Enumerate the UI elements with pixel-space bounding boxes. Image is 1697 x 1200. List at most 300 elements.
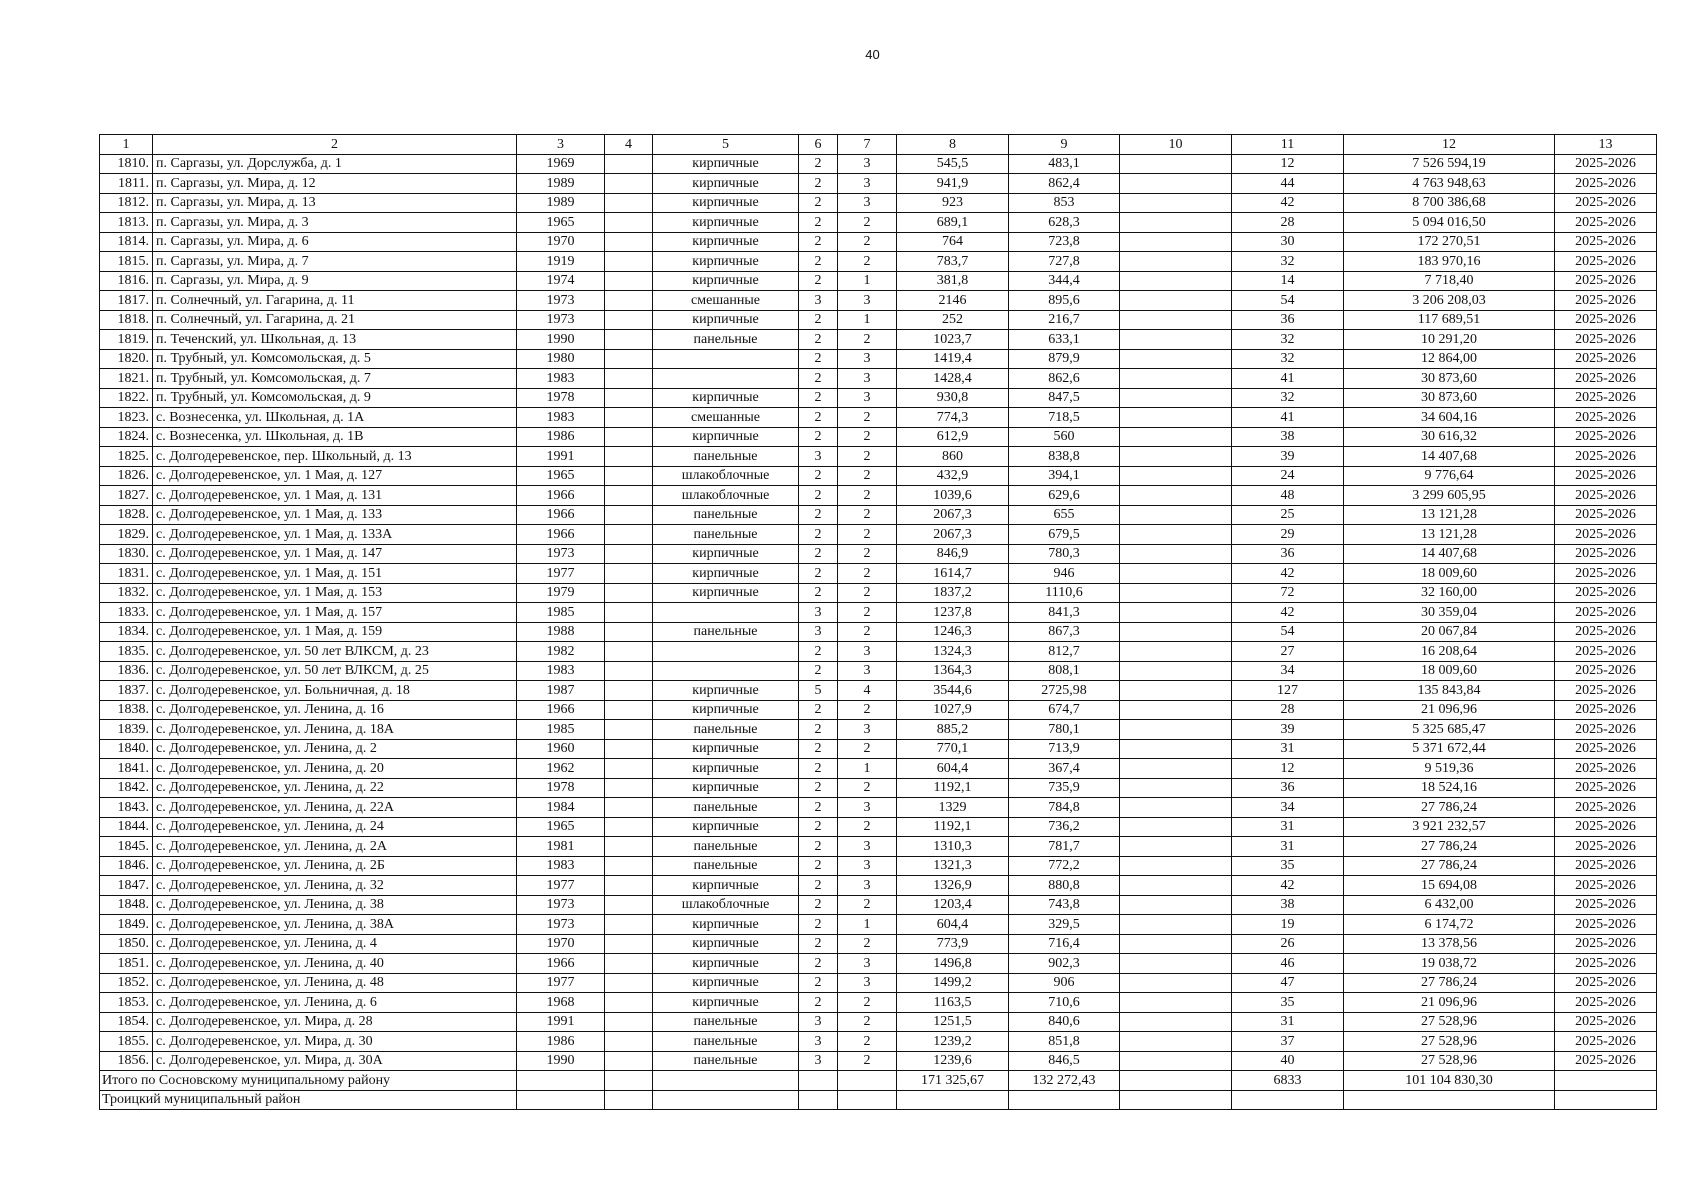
col-entrances-cell: 7	[838, 135, 897, 155]
col-period-cell: 2025-2026	[1555, 154, 1657, 174]
col-entrances-cell: 2	[838, 427, 897, 447]
col-floors-cell: 2	[799, 564, 838, 584]
col-residents-cell: 42	[1232, 603, 1344, 623]
col-period-cell: 2025-2026	[1555, 876, 1657, 896]
col-total-area-cell: 1837,2	[897, 583, 1009, 603]
col-year-cell: 1982	[517, 642, 605, 662]
col-address-cell: п. Солнечный, ул. Гагарина, д. 11	[153, 291, 517, 311]
col-number-cell: 1835.	[100, 642, 153, 662]
total-row	[100, 1071, 1657, 1091]
col-period-cell: 2025-2026	[1555, 895, 1657, 915]
col-cost-cell: 183 970,16	[1344, 252, 1555, 272]
col-floors-cell: 2	[799, 427, 838, 447]
col-period-cell: 2025-2026	[1555, 213, 1657, 233]
col-year-cell: 1985	[517, 603, 605, 623]
col-cost-cell: 5 325 685,47	[1344, 720, 1555, 740]
col-residents-cell: 32	[1232, 388, 1344, 408]
col-cost-cell: 9 776,64	[1344, 466, 1555, 486]
col-residents-cell: 48	[1232, 486, 1344, 506]
col-living-area-cell: 674,7	[1009, 700, 1120, 720]
col-number-cell: 1839.	[100, 720, 153, 740]
col-living-area-cell: 862,4	[1009, 174, 1120, 194]
col-number-cell: 1815.	[100, 252, 153, 272]
col-wall-material-cell: панельные	[653, 525, 799, 545]
col-total-area-cell: 764	[897, 232, 1009, 252]
col-address-cell: п. Трубный, ул. Комсомольская, д. 9	[153, 388, 517, 408]
col-year-cell: 1960	[517, 739, 605, 759]
table-row	[100, 427, 1657, 447]
col-wall-material-cell	[653, 603, 799, 623]
col-cost-cell: 10 291,20	[1344, 330, 1555, 350]
col-living-area-cell: 633,1	[1009, 330, 1120, 350]
col-residents-cell: 36	[1232, 778, 1344, 798]
col-cost-cell: 18 524,16	[1344, 778, 1555, 798]
table-row	[100, 252, 1657, 272]
col-entrances-cell: 2	[838, 583, 897, 603]
col-cost-cell: 18 009,60	[1344, 661, 1555, 681]
col-cost-cell: 34 604,16	[1344, 408, 1555, 428]
col-4-cell	[605, 856, 653, 876]
col-10-cell	[1120, 934, 1232, 954]
table-row	[100, 720, 1657, 740]
col-10-cell	[1120, 1051, 1232, 1071]
col-entrances-cell: 3	[838, 388, 897, 408]
col-4-cell	[605, 271, 653, 291]
col-year-cell: 1973	[517, 895, 605, 915]
table-row	[100, 271, 1657, 291]
col-address-cell: с. Долгодеревенское, ул. Ленина, д. 4	[153, 934, 517, 954]
col-total-area-cell: 1419,4	[897, 349, 1009, 369]
col-living-area-cell: 718,5	[1009, 408, 1120, 428]
col-year-cell: 1966	[517, 954, 605, 974]
col-period-cell: 2025-2026	[1555, 681, 1657, 701]
col-floors-cell: 2	[799, 232, 838, 252]
col-10-cell	[1120, 583, 1232, 603]
col-10-cell	[1120, 973, 1232, 993]
col-living-area-cell: 710,6	[1009, 993, 1120, 1013]
col-living-area-cell: 846,5	[1009, 1051, 1120, 1071]
col-floors-cell: 2	[799, 310, 838, 330]
col-floors-cell: 2	[799, 525, 838, 545]
col-floors-cell: 2	[799, 759, 838, 779]
col-4-cell	[605, 700, 653, 720]
col-period-cell	[1555, 1071, 1657, 1091]
table-row	[100, 817, 1657, 837]
col-total-area-cell: 885,2	[897, 720, 1009, 740]
col-total-area-cell: 1614,7	[897, 564, 1009, 584]
col-cost-cell: 30 873,60	[1344, 369, 1555, 389]
col-entrances-cell: 2	[838, 934, 897, 954]
col-number-cell: 1852.	[100, 973, 153, 993]
col-10-cell	[1120, 1071, 1232, 1091]
col-period-cell: 2025-2026	[1555, 583, 1657, 603]
col-10-cell	[1120, 271, 1232, 291]
col-living-area-cell: 679,5	[1009, 525, 1120, 545]
col-floors-cell: 2	[799, 154, 838, 174]
col-number-cell: 1826.	[100, 466, 153, 486]
col-entrances-cell: 2	[838, 622, 897, 642]
col-total-area-cell: 1203,4	[897, 895, 1009, 915]
col-4-cell	[605, 583, 653, 603]
col-10-cell	[1120, 310, 1232, 330]
col-address-cell: п. Солнечный, ул. Гагарина, д. 21	[153, 310, 517, 330]
col-total-area-cell: 1321,3	[897, 856, 1009, 876]
col-address-cell: с. Долгодеревенское, ул. Ленина, д. 6	[153, 993, 517, 1013]
col-living-area-cell: 9	[1009, 135, 1120, 155]
col-address-cell: с. Долгодеревенское, ул. 50 лет ВЛКСМ, д. 25	[153, 661, 517, 681]
col-living-area-cell: 628,3	[1009, 213, 1120, 233]
col-entrances-cell: 3	[838, 837, 897, 857]
col-10-cell	[1120, 915, 1232, 935]
col-living-area-cell: 895,6	[1009, 291, 1120, 311]
col-living-area-cell: 736,2	[1009, 817, 1120, 837]
table-row	[100, 505, 1657, 525]
col-living-area-cell: 840,6	[1009, 1012, 1120, 1032]
page-number: 40	[865, 47, 880, 62]
table-row	[100, 973, 1657, 993]
col-number-cell: 1814.	[100, 232, 153, 252]
col-wall-material-cell: кирпичные	[653, 564, 799, 584]
col-address-cell: п. Трубный, ул. Комсомольская, д. 7	[153, 369, 517, 389]
col-wall-material-cell: 5	[653, 135, 799, 155]
col-entrances-cell: 3	[838, 349, 897, 369]
col-4-cell	[605, 661, 653, 681]
col-period-cell: 2025-2026	[1555, 252, 1657, 272]
col-residents-cell: 19	[1232, 915, 1344, 935]
col-address-cell: с. Долгодеревенское, ул. 50 лет ВЛКСМ, д. 23	[153, 642, 517, 662]
col-10-cell	[1120, 505, 1232, 525]
col-10-cell	[1120, 1012, 1232, 1032]
col-floors-cell: 2	[799, 876, 838, 896]
col-residents-cell	[1232, 1090, 1344, 1110]
col-cost-cell: 3 206 208,03	[1344, 291, 1555, 311]
col-period-cell: 2025-2026	[1555, 661, 1657, 681]
col-year-cell: 1977	[517, 876, 605, 896]
col-address-cell: с. Долгодеревенское, ул. Ленина, д. 18А	[153, 720, 517, 740]
col-year-cell: 1969	[517, 154, 605, 174]
col-4-cell	[605, 681, 653, 701]
col-entrances-cell: 1	[838, 915, 897, 935]
col-wall-material-cell: кирпичные	[653, 544, 799, 564]
col-total-area-cell: 2067,3	[897, 505, 1009, 525]
col-entrances-cell: 2	[838, 544, 897, 564]
col-period-cell: 2025-2026	[1555, 505, 1657, 525]
col-4-cell	[605, 369, 653, 389]
col-period-cell: 2025-2026	[1555, 232, 1657, 252]
col-period-cell: 2025-2026	[1555, 408, 1657, 428]
col-year-cell: 1968	[517, 993, 605, 1013]
col-floors-cell: 2	[799, 505, 838, 525]
col-4-cell	[605, 895, 653, 915]
col-10-cell	[1120, 213, 1232, 233]
col-address-cell: с. Долгодеревенское, пер. Школьный, д. 13	[153, 447, 517, 467]
col-wall-material-cell: кирпичные	[653, 915, 799, 935]
col-floors-cell: 2	[799, 895, 838, 915]
col-year-cell: 1977	[517, 973, 605, 993]
col-residents-cell: 44	[1232, 174, 1344, 194]
col-10-cell	[1120, 408, 1232, 428]
col-floors-cell: 2	[799, 798, 838, 818]
col-cost-cell: 19 038,72	[1344, 954, 1555, 974]
col-period-cell: 2025-2026	[1555, 1051, 1657, 1071]
col-cost-cell: 27 786,24	[1344, 837, 1555, 857]
col-entrances-cell: 3	[838, 798, 897, 818]
col-wall-material-cell: кирпичные	[653, 193, 799, 213]
col-residents-cell: 24	[1232, 466, 1344, 486]
col-period-cell: 2025-2026	[1555, 271, 1657, 291]
col-4-cell	[605, 213, 653, 233]
col-living-area-cell: 743,8	[1009, 895, 1120, 915]
col-10-cell	[1120, 681, 1232, 701]
col-living-area-cell: 808,1	[1009, 661, 1120, 681]
col-cost-cell: 6 432,00	[1344, 895, 1555, 915]
col-period-cell: 2025-2026	[1555, 759, 1657, 779]
col-entrances-cell	[838, 1090, 897, 1110]
col-year-cell: 1977	[517, 564, 605, 584]
col-living-area-cell: 784,8	[1009, 798, 1120, 818]
col-residents-cell: 42	[1232, 564, 1344, 584]
col-floors-cell: 3	[799, 291, 838, 311]
col-total-area-cell: 171 325,67	[897, 1071, 1009, 1091]
col-wall-material-cell: кирпичные	[653, 310, 799, 330]
col-cost-cell: 30 873,60	[1344, 388, 1555, 408]
col-4-cell	[605, 915, 653, 935]
col-wall-material-cell	[653, 642, 799, 662]
col-4-cell	[605, 798, 653, 818]
col-address-cell: с. Долгодеревенское, ул. Ленина, д. 24	[153, 817, 517, 837]
col-cost-cell: 13 121,28	[1344, 505, 1555, 525]
col-living-area-cell: 655	[1009, 505, 1120, 525]
col-year-cell: 1983	[517, 661, 605, 681]
col-number-cell: 1810.	[100, 154, 153, 174]
col-total-area-cell: 8	[897, 135, 1009, 155]
col-living-area-cell: 713,9	[1009, 739, 1120, 759]
col-address-cell: с. Долгодеревенское, ул. Больничная, д. 18	[153, 681, 517, 701]
col-living-area-cell: 727,8	[1009, 252, 1120, 272]
col-living-area-cell: 772,2	[1009, 856, 1120, 876]
col-total-area-cell: 604,4	[897, 759, 1009, 779]
col-residents-cell: 46	[1232, 954, 1344, 974]
col-wall-material-cell: кирпичные	[653, 934, 799, 954]
col-number-cell: 1831.	[100, 564, 153, 584]
col-period-cell: 2025-2026	[1555, 817, 1657, 837]
col-entrances-cell: 3	[838, 954, 897, 974]
col-living-area-cell: 735,9	[1009, 778, 1120, 798]
housing-registry-table	[99, 134, 1657, 1110]
col-total-area-cell: 1364,3	[897, 661, 1009, 681]
col-period-cell: 2025-2026	[1555, 193, 1657, 213]
col-address-cell: п. Саргазы, ул. Мира, д. 3	[153, 213, 517, 233]
col-number-cell: 1851.	[100, 954, 153, 974]
col-residents-cell: 34	[1232, 661, 1344, 681]
col-living-area-cell: 716,4	[1009, 934, 1120, 954]
col-address-cell: с. Долгодеревенское, ул. Мира, д. 30А	[153, 1051, 517, 1071]
col-floors-cell: 2	[799, 661, 838, 681]
col-year-cell: 1991	[517, 447, 605, 467]
table-row	[100, 993, 1657, 1013]
table-row	[100, 681, 1657, 701]
col-floors-cell: 2	[799, 642, 838, 662]
col-entrances-cell: 2	[838, 993, 897, 1013]
col-cost-cell: 3 921 232,57	[1344, 817, 1555, 837]
table-row	[100, 486, 1657, 506]
col-4-cell	[605, 642, 653, 662]
col-floors-cell: 3	[799, 1012, 838, 1032]
col-10-cell	[1120, 837, 1232, 857]
col-floors-cell: 2	[799, 544, 838, 564]
col-year-cell: 1990	[517, 330, 605, 350]
col-floors-cell: 2	[799, 778, 838, 798]
col-address-cell: с. Долгодеревенское, ул. 1 Мая, д. 127	[153, 466, 517, 486]
col-year-cell: 1978	[517, 388, 605, 408]
col-residents-cell: 127	[1232, 681, 1344, 701]
col-entrances-cell: 3	[838, 154, 897, 174]
col-floors-cell: 5	[799, 681, 838, 701]
col-cost-cell: 32 160,00	[1344, 583, 1555, 603]
col-address-cell: с. Вознесенка, ул. Школьная, д. 1В	[153, 427, 517, 447]
table-row	[100, 954, 1657, 974]
col-residents-cell: 32	[1232, 330, 1344, 350]
col-entrances-cell: 2	[838, 603, 897, 623]
col-cost-cell: 6 174,72	[1344, 915, 1555, 935]
col-address-cell: с. Долгодеревенское, ул. Мира, д. 28	[153, 1012, 517, 1032]
col-total-area-cell: 1239,6	[897, 1051, 1009, 1071]
col-address-cell: 2	[153, 135, 517, 155]
col-10-cell	[1120, 798, 1232, 818]
col-number-cell: 1853.	[100, 993, 153, 1013]
col-living-area-cell: 1110,6	[1009, 583, 1120, 603]
col-address-cell: с. Долгодеревенское, ул. Ленина, д. 2А	[153, 837, 517, 857]
col-total-area-cell: 1326,9	[897, 876, 1009, 896]
col-period-cell: 2025-2026	[1555, 993, 1657, 1013]
col-floors-cell: 2	[799, 993, 838, 1013]
col-number-cell: 1813.	[100, 213, 153, 233]
col-total-area-cell: 2067,3	[897, 525, 1009, 545]
col-floors-cell: 2	[799, 973, 838, 993]
col-residents-cell: 29	[1232, 525, 1344, 545]
col-4-cell	[605, 291, 653, 311]
col-residents-cell: 25	[1232, 505, 1344, 525]
col-entrances-cell: 2	[838, 252, 897, 272]
col-year-cell: 1966	[517, 700, 605, 720]
col-year-cell: 1983	[517, 408, 605, 428]
col-4-cell	[605, 408, 653, 428]
col-year-cell: 1965	[517, 466, 605, 486]
col-4-cell	[605, 544, 653, 564]
col-number-cell: 1817.	[100, 291, 153, 311]
col-cost-cell: 27 786,24	[1344, 856, 1555, 876]
col-living-area-cell: 812,7	[1009, 642, 1120, 662]
col-period-cell: 2025-2026	[1555, 622, 1657, 642]
col-address-cell: с. Долгодеревенское, ул. Ленина, д. 32	[153, 876, 517, 896]
col-period-cell: 2025-2026	[1555, 525, 1657, 545]
col-period-cell: 2025-2026	[1555, 915, 1657, 935]
table-row	[100, 154, 1657, 174]
col-living-area-cell: 723,8	[1009, 232, 1120, 252]
col-number-cell: 1816.	[100, 271, 153, 291]
col-residents-cell: 36	[1232, 310, 1344, 330]
col-living-area-cell: 2725,98	[1009, 681, 1120, 701]
col-entrances-cell: 3	[838, 661, 897, 681]
col-10-cell	[1120, 739, 1232, 759]
col-entrances-cell: 2	[838, 895, 897, 915]
col-address-cell: с. Долгодеревенское, ул. Ленина, д. 48	[153, 973, 517, 993]
col-floors-cell: 2	[799, 213, 838, 233]
col-4-cell	[605, 622, 653, 642]
col-number-cell: 1841.	[100, 759, 153, 779]
col-year-cell: 1991	[517, 1012, 605, 1032]
col-10-cell	[1120, 486, 1232, 506]
col-residents-cell: 14	[1232, 271, 1344, 291]
col-address-cell: с. Долгодеревенское, ул. Ленина, д. 40	[153, 954, 517, 974]
table-row	[100, 369, 1657, 389]
col-cost-cell: 21 096,96	[1344, 993, 1555, 1013]
col-address-cell: п. Трубный, ул. Комсомольская, д. 5	[153, 349, 517, 369]
col-total-area-cell: 2146	[897, 291, 1009, 311]
col-year-cell: 1983	[517, 856, 605, 876]
col-residents-cell: 38	[1232, 895, 1344, 915]
col-year-cell: 1974	[517, 271, 605, 291]
col-4-cell	[605, 1090, 653, 1110]
col-floors-cell	[799, 1071, 838, 1091]
col-residents-cell: 40	[1232, 1051, 1344, 1071]
col-10-cell	[1120, 466, 1232, 486]
table-row	[100, 934, 1657, 954]
col-wall-material-cell: шлакоблочные	[653, 486, 799, 506]
col-year-cell: 1979	[517, 583, 605, 603]
col-number-cell: 1854.	[100, 1012, 153, 1032]
col-year-cell: 1973	[517, 291, 605, 311]
col-wall-material-cell: кирпичные	[653, 876, 799, 896]
col-wall-material-cell: кирпичные	[653, 174, 799, 194]
col-total-area-cell: 1039,6	[897, 486, 1009, 506]
col-year-cell: 1919	[517, 252, 605, 272]
col-cost-cell: 117 689,51	[1344, 310, 1555, 330]
col-period-cell: 2025-2026	[1555, 1032, 1657, 1052]
col-floors-cell: 2	[799, 174, 838, 194]
col-entrances-cell: 2	[838, 700, 897, 720]
col-4-cell	[605, 954, 653, 974]
col-year-cell: 1984	[517, 798, 605, 818]
col-floors-cell: 2	[799, 408, 838, 428]
col-address-cell: с. Долгодеревенское, ул. Ленина, д. 22	[153, 778, 517, 798]
table-row	[100, 525, 1657, 545]
col-residents-cell: 31	[1232, 739, 1344, 759]
col-10-cell	[1120, 661, 1232, 681]
section-row	[100, 1090, 1657, 1110]
col-wall-material-cell: кирпичные	[653, 583, 799, 603]
col-entrances-cell: 3	[838, 642, 897, 662]
section-row-label: Троицкий муниципальный район	[100, 1090, 517, 1110]
col-address-cell: п. Саргазы, ул. Мира, д. 9	[153, 271, 517, 291]
col-10-cell	[1120, 700, 1232, 720]
col-entrances-cell: 2	[838, 232, 897, 252]
col-wall-material-cell: шлакоблочные	[653, 895, 799, 915]
col-cost-cell: 135 843,84	[1344, 681, 1555, 701]
col-year-cell: 1990	[517, 1051, 605, 1071]
col-residents-cell: 35	[1232, 993, 1344, 1013]
table-row	[100, 603, 1657, 623]
col-4-cell	[605, 330, 653, 350]
col-wall-material-cell	[653, 349, 799, 369]
col-entrances-cell: 3	[838, 876, 897, 896]
col-residents-cell: 38	[1232, 427, 1344, 447]
col-total-area-cell: 1163,5	[897, 993, 1009, 1013]
col-10-cell	[1120, 388, 1232, 408]
col-cost-cell: 21 096,96	[1344, 700, 1555, 720]
col-living-area-cell: 483,1	[1009, 154, 1120, 174]
col-4-cell	[605, 973, 653, 993]
